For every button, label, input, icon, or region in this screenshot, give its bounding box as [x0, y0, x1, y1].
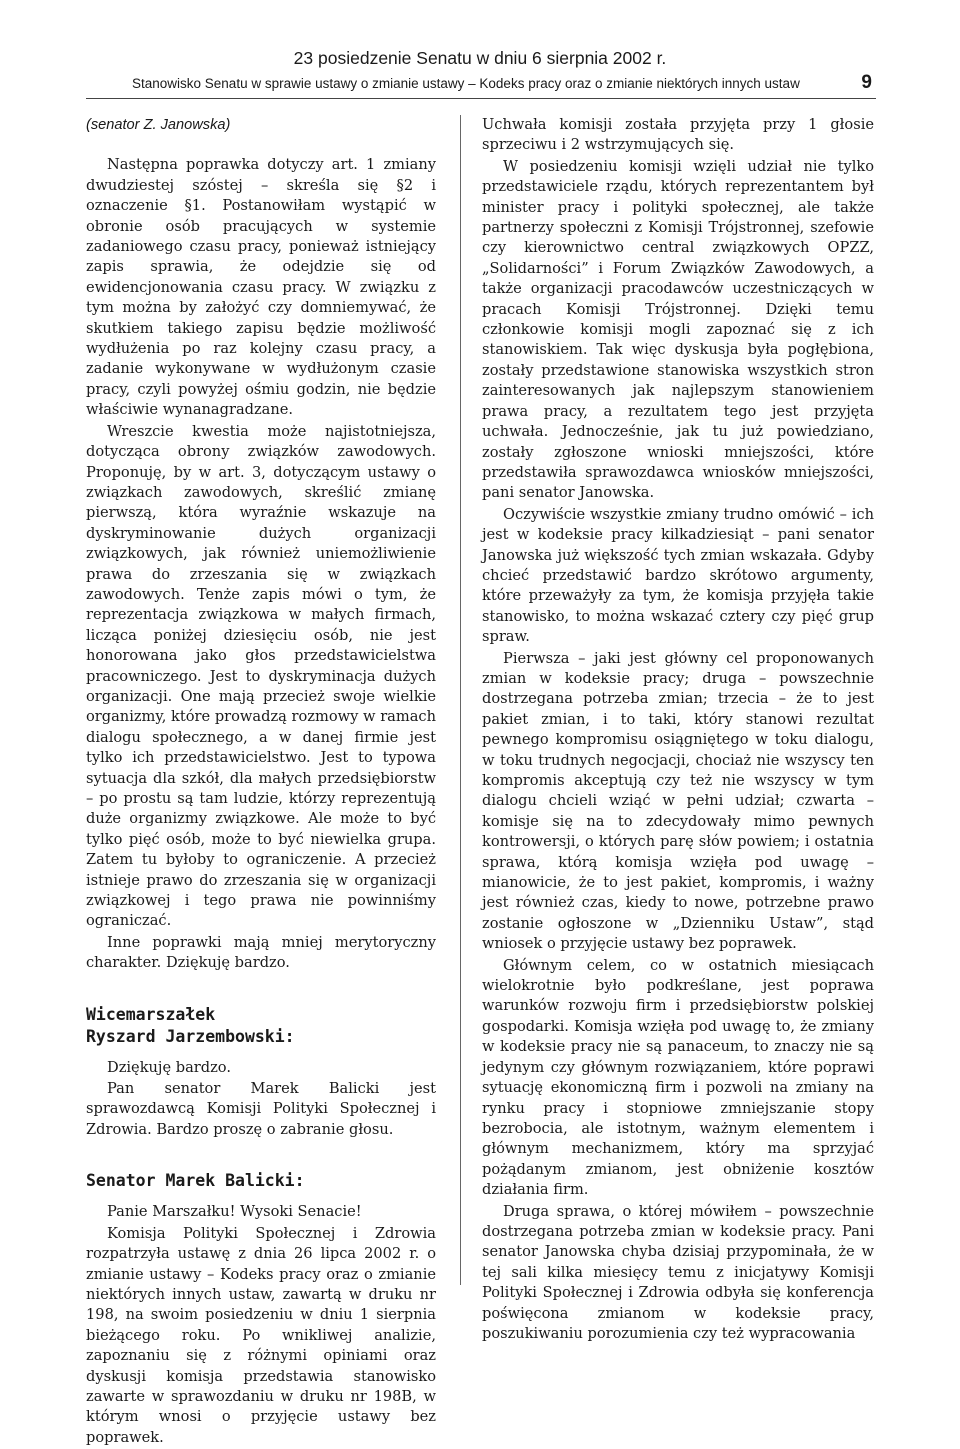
paragraph: Oczywiście wszystkie zmiany trudno omówić – ich jest w kodeksie pracy kilkadziesiąt – pani senator Janowska już większość tych zmian wskazała. Gdyby chcieć przedstawić bardzo skrótowo argumenty, które przeważyły za tym, że komisja przyjęła takie stanowisko, to można wskazać cztery czy pięć grup spraw. — [482, 505, 874, 646]
header-subtitle: Stanowisko Senatu w sprawie ustawy o zmianie ustawy – Kodeks pracy oraz o zmianie niektórych innych ustaw — [132, 76, 800, 91]
paragraph: Panie Marszałku! Wysoki Senacie! — [107, 1203, 362, 1221]
speaker-heading: Senator Marek Balicki: — [86, 1171, 305, 1191]
left-column — [86, 115, 436, 1449]
paragraph: Uchwała komisji została przyjęta przy 1 głosie sprzeciwu i 2 wstrzymujących się. — [482, 116, 874, 154]
paragraph: Pan senator Marek Balicki jest sprawozdawcą Komisji Polityki Społecznej i Zdrowia. Bardzo proszę o zabranie głosu. — [86, 1080, 436, 1138]
paragraph: W posiedzeniu komisji wzięli udział nie tylko przedstawiciele rządu, których reprezentantem był minister pracy i polityki społecznej, ale także partnerzy społeczni z Komisji Trójstronnej, szefowie czy kierownictwo central związkowych OPZZ, „Solidarności” i Forum Związków Zawodowych, a także organizacji pracodawców uczestniczących w pracach Komisji Trójstronnej. Dzięki temu członkowie komisji mogli zapoznać się z ich stanowiskiem. Tak więc dyskusja była pogłębiona, zostały przedstawione stanowiska wszystkich stron zainteresowanych jak najlepszym stanowieniem prawa pracy, a rezultatem tego jest przyjęta uchwała. Jednocześnie, jak tu już powiedziano, zostały zgłoszone wnioski mniejszości, które przedstawiła sprawozdawca wniosków mniejszości, pani senator Janowska. — [482, 157, 874, 502]
speaker-name: Ryszard Jarzembowski: — [86, 1026, 295, 1046]
page-number: 9 — [861, 72, 872, 93]
column-divider — [460, 115, 461, 1285]
paragraph: Wreszcie kwestia może najistotniejsza, dotycząca obrony związków zawodowych. Proponuję, by w art. 3, dotyczącym ustawy o związkach zawodowych, skreślić zmianę pierwszą, która wyraźnie wskazuje na dyskryminowanie dużych organizacji związkowych, jak również uniemożliwienie prawa do zrzeszania się w związkach zawodowych. Tenże zapis mówi o tym, że reprezentacja związkowa w małych firmach, licząca poniżej dziesięciu osób, nie jest honorowana jako głos przedstawicielstwa pracowniczego. Jest to dyskryminacja dużych organizacji. One mają przecież swoje wielkie organizmy, które prowadzą rozmowy w ramach dialogu społecznego, a w danej firmie jest tylko ich przedstawicielstwo. Jest to typowa sytuacja dla szkół, dla małych przedsiębiorstw – po prostu są tam ludzie, którzy reprezentują duże organizmy związkowe. Ale może to być tylko pięć osób, może to być niewielka grupa. Zatem tu byłoby to ograniczenie. A przecież istnieje prawo do zrzeszania się w organizacji związkowej i tego prawa nie powinniśmy ograniczać. — [86, 422, 436, 930]
paragraph: Pierwsza – jaki jest główny cel proponowanych zmian w kodeksie pracy; druga – powszechnie dostrzegana potrzeba zmian; trzecia – że to jest pakiet zmian, i to taki, który stanowi rezultat pewnego kompromisu osiągniętego w toku dialogu, w toku trudnych negocjacji, chociaż nie wszyscy ten kompromis akceptują czy też nie wszyscy w tym dialogu chcieli wziąć w pełni udział; czwarta – komisje się na to zdecydowały mimo pewnych kontrowersji, o których parę słów powiem; i ostatnia sprawa, którą komisja wzięła pod uwagę – mianowicie, że to jest pakiet, kompromis, i ważny jest również czas, kiedy to nowe, potrzebne prawo zostanie ogłoszone w „Dzienniku Ustaw”, stąd wniosek o przyjęcie ustawy bez poprawek. — [482, 649, 874, 953]
speaker-role: Wicemarszałek — [86, 1004, 216, 1024]
paragraph: Druga sprawa, o której mówiłem – powszechnie dostrzegana potrzeba zmian w kodeksie pracy. Pani senator Janowska chyba dzisiaj przypominała, że w tej sali kilka miesięcy temu z inicjatywy Komisji Polityki Społecznej i Zdrowia odbyła się konferencja poświęcona zmianom w kodeksie pracy, poszukiwaniu porozumienia czy też wypracowania — [482, 1202, 874, 1342]
senator-label: (senator Z. Janowska) — [86, 117, 231, 133]
header-title: 23 posiedzenie Senatu w dniu 6 sierpnia 2002 r. — [293, 48, 667, 68]
paragraph: Głównym celem, co w ostatnich miesiącach wielokrotnie było podkreślane, jest poprawa warunków rozwoju firm i przedsiębiorstw polskiej gospodarki. Komisja wzięła pod uwagę to, że zmiany w kodeksie pracy nie są panaceum, to znaczy nie są jedynym czy głównym rozwiązaniem, które poprawi sytuację ekonomiczną firm i pozwoli na zmiany na rynku pracy i stopniowe zmniejszanie stopy bezrobocia, ale istotnym, ważnym elementem i głównym mechanizmem, który ma sprzyjać pożądanym zmianom, jest obniżenie kosztów działania firm. — [482, 956, 874, 1199]
header-divider — [86, 98, 876, 99]
paragraph: Inne poprawki mają mniej merytoryczny charakter. Dziękuję bardzo. — [86, 933, 436, 972]
paragraph: Dziękuję bardzo. — [107, 1058, 231, 1076]
right-column — [482, 115, 874, 1345]
paragraph: Komisja Polityki Społecznej i Zdrowia rozpatrzyła ustawę z dnia 26 lipca 2002 r. o zmianie ustawy – Kodeks pracy oraz o zmianie niektórych innych ustaw, zawartą w druku nr 198, na swoim posiedzeniu w dniu 1 sierpnia bieżącego roku. Po wnikliwej analizie, zapoznaniu się z różnymi opiniami oraz dyskusji komisja przedstawia stanowisko zawarte w sprawozdaniu w druku nr 198B, w którym wnosi o przyjęcie ustawy bez poprawek. — [86, 1224, 436, 1446]
speaker-heading — [86, 1004, 436, 1048]
paragraph: Następna poprawka dotyczy art. 1 zmiany dwudziestej szóstej – skreśla się §2 i oznaczenie §1. Postanowiłam wystąpić w obronie osób pracujących w systemie zadaniowego czasu pracy, ponieważ istniejący zapis sprawia, że odejdzie się od ewidencjonowania czasu pracy. W związku z tym można by założyć czy domniemywać, że skutkiem takiego zapisu będzie możliwość wydłużenia po raz kolejny czasu pracy, a zadanie wykonywane w wydłużonym czasie pracy, czyli powyżej ośmiu godzin, nie będzie właściwie wynanagradzane. — [86, 156, 436, 419]
